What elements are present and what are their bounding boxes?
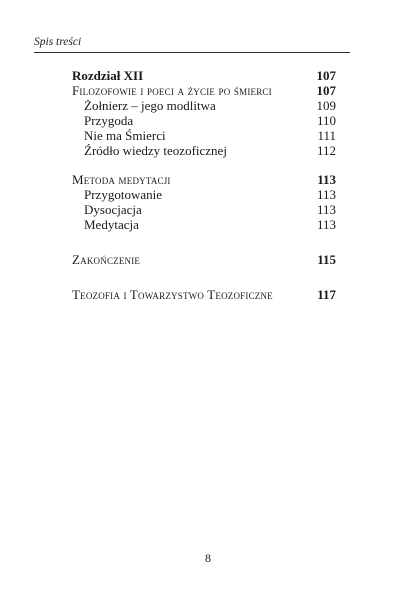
running-header: Spis treści (34, 36, 82, 48)
toc-entry-page: 109 (316, 98, 336, 113)
page-number: 8 (205, 551, 211, 565)
toc-entry-page: 113 (316, 217, 336, 232)
toc-entry-page: 113 (316, 187, 336, 202)
toc-entry-label: Nie ma Śmierci (84, 128, 166, 143)
toc-entry-label: Przygoda (84, 113, 134, 128)
table-of-contents (72, 68, 336, 302)
toc-entry-page: 110 (316, 113, 336, 128)
toc-entry-page: 107 (316, 83, 336, 98)
toc-section (72, 287, 336, 302)
toc-chapter-heading (72, 68, 336, 83)
toc-subsection (72, 143, 336, 158)
toc-entry-label: Żołnierz – jego modlitwa (84, 98, 216, 113)
toc-subsection (72, 128, 336, 143)
toc-entry-label: Rozdział XII (72, 68, 144, 83)
toc-entry-label: Dysocjacja (84, 202, 142, 217)
toc-entry-page: 111 (317, 128, 336, 143)
toc-subsection (72, 98, 336, 113)
toc-entry-page: 115 (317, 252, 336, 267)
toc-section (72, 172, 336, 187)
toc-entry-label: Przygotowanie (84, 187, 162, 202)
toc-subsection (72, 187, 336, 202)
header-rule (34, 52, 350, 53)
toc-entry-page: 112 (316, 143, 336, 158)
toc-entry-label: Źródło wiedzy teozoficznej (84, 143, 227, 158)
toc-subsection (72, 113, 336, 128)
toc-entry-label: Medytacja (84, 217, 139, 232)
toc-section (72, 83, 336, 98)
toc-section (72, 252, 336, 267)
toc-entry-label: Filozofowie i poeci a życie po śmierci (72, 83, 272, 98)
toc-entry-page: 113 (317, 172, 336, 187)
toc-subsection (72, 217, 336, 232)
toc-entry-page: 107 (316, 68, 336, 83)
toc-entry-label: Metoda medytacji (72, 172, 171, 187)
toc-subsection (72, 202, 336, 217)
toc-entry-page: 113 (316, 202, 336, 217)
toc-entry-page: 117 (317, 287, 336, 302)
toc-entry-label: Teozofia i Towarzystwo Teozoficzne (72, 287, 273, 302)
toc-entry-label: Zakończenie (72, 252, 141, 267)
